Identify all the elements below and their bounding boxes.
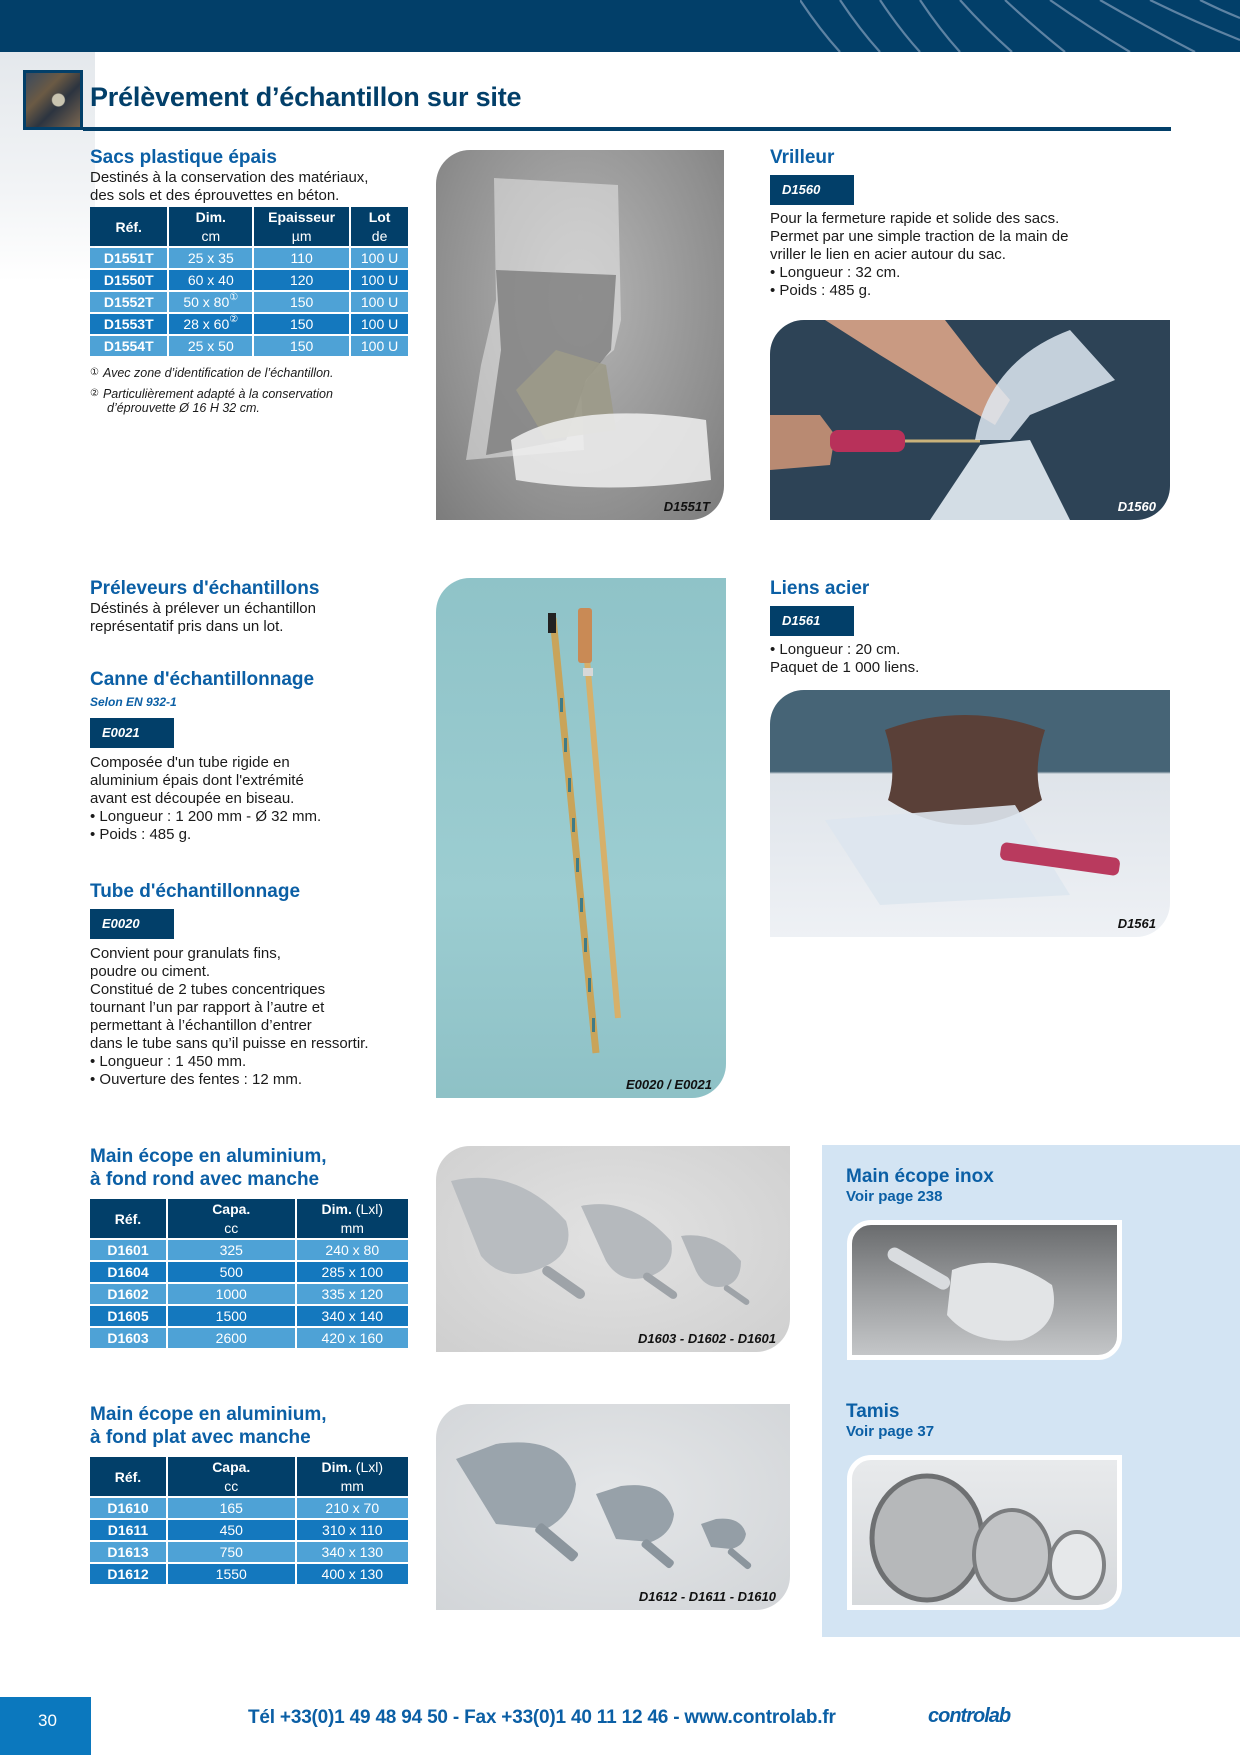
round-scoops-illustration [436, 1146, 790, 1352]
section-liens [770, 577, 1190, 677]
table-row [90, 1498, 408, 1518]
ecope-plat-table [88, 1455, 410, 1586]
text-line: • Longueur : 32 cm. [770, 264, 901, 281]
table-row [90, 270, 408, 290]
footnote: ② Particulièrement adapté à la conservation d’éprouvette Ø 16 H 32 cm. [90, 387, 333, 415]
cell-thickness: 110 [254, 248, 349, 268]
cell-ref: D1611 [90, 1520, 166, 1540]
cell-capacity: 325 [168, 1240, 295, 1260]
section-title: Vrilleur [770, 147, 835, 168]
column-header: Dim. cm [169, 207, 252, 246]
brand-logo: controlab [928, 1705, 1011, 1727]
cell-dim: 310 x 110 [297, 1520, 408, 1540]
cell-ref: D1605 [90, 1306, 166, 1326]
table-row [90, 1262, 408, 1282]
footnote: ① Avec zone d’identification de l’échantillon. [90, 366, 334, 380]
title-divider [83, 127, 1171, 131]
text-line: • Ouverture des fentes : 12 mm. [90, 1071, 303, 1088]
cell-dim: 240 x 80 [297, 1240, 408, 1260]
section-canne [90, 668, 435, 844]
reference-badge: E0021 [90, 718, 174, 748]
section-title-line: à fond rond avec manche [90, 1169, 320, 1190]
related-products-box [822, 1145, 1240, 1637]
cell-capacity: 500 [168, 1262, 295, 1282]
photo-ecope-plat [436, 1404, 790, 1610]
section-title-line: Main écope en aluminium, [90, 1146, 327, 1167]
column-header: Epaisseur µm [254, 207, 349, 246]
cell-ref: D1610 [90, 1498, 166, 1518]
cell-ref: D1603 [90, 1328, 166, 1348]
section-sacs [90, 146, 435, 415]
cell-dim: 28 x 60② [169, 314, 252, 334]
cell-thickness: 120 [254, 270, 349, 290]
photo-sac-plastique [436, 150, 724, 520]
cell-ref: D1551T [90, 248, 167, 268]
cell-capacity: 450 [168, 1520, 295, 1540]
table-row [90, 292, 408, 312]
text-line: permettant à l’échantillon d’entrer [90, 1017, 312, 1034]
text-line: • Poids : 485 g. [90, 826, 192, 843]
flat-scoops-illustration [436, 1404, 790, 1610]
photo-liens [770, 690, 1170, 937]
cell-lot: 100 U [351, 314, 408, 334]
column-header: Dim. (Lxl) mm [297, 1457, 408, 1496]
table-header-row [90, 1457, 408, 1496]
photo-ecope-rond [436, 1146, 790, 1352]
section-title: Canne d'échantillonnage [90, 669, 315, 690]
text-line: dans le tube sans qu’il puisse en ressortir. [90, 1035, 369, 1052]
cell-ref: D1604 [90, 1262, 166, 1282]
ecope-rond-table [88, 1197, 410, 1350]
table-row [90, 1306, 408, 1326]
column-header: Réf. [90, 1457, 166, 1496]
photo-cannes [436, 578, 726, 1098]
text-line: aluminium épais dont l'extrémité [90, 772, 304, 789]
text-line: • Longueur : 1 200 mm - Ø 32 mm. [90, 808, 322, 825]
cell-lot: 100 U [351, 248, 408, 268]
photo-caption: D1551T [663, 499, 710, 514]
cell-ref: D1554T [90, 336, 167, 356]
photo-vrilleur [770, 320, 1170, 520]
text-line: Composée d'un tube rigide en [90, 754, 290, 771]
text-line: Constitué de 2 tubes concentriques [90, 981, 326, 998]
cell-dim: 25 x 50 [169, 336, 252, 356]
cell-ref: D1613 [90, 1542, 166, 1562]
stainless-scoop-illustration [852, 1225, 1117, 1355]
column-header: Réf. [90, 1199, 166, 1238]
text-line: • Poids : 485 g. [770, 282, 872, 299]
cell-lot: 100 U [351, 270, 408, 290]
twister-tool-illustration [770, 320, 1170, 520]
related-title: Main écope inox [846, 1166, 994, 1187]
sampling-tubes-illustration [436, 578, 726, 1098]
decorative-arcs-icon [800, 0, 1240, 52]
photo-tamis [847, 1455, 1122, 1610]
section-ecope-rond [90, 1145, 420, 1350]
cell-capacity: 2600 [168, 1328, 295, 1348]
cell-ref: D1612 [90, 1564, 166, 1584]
cell-ref: D1550T [90, 270, 167, 290]
reference-badge: D1560 [770, 175, 854, 205]
table-row [90, 314, 408, 334]
cell-dim: 335 x 120 [297, 1284, 408, 1304]
plastic-bag-illustration [436, 150, 724, 520]
table-row [90, 1284, 408, 1304]
text-line: • Longueur : 20 cm. [770, 641, 901, 658]
cell-lot: 100 U [351, 292, 408, 312]
text-line: Déstinés à prélever un échantillon [90, 600, 316, 617]
text-line: avant est découpée en biseau. [90, 790, 295, 807]
table-row [90, 1520, 408, 1540]
page-number: 30 [0, 1697, 91, 1755]
contact-info: Tél +33(0)1 49 48 94 50 - Fax +33(0)1 40 11 12 46 - www.controlab.fr [248, 1707, 836, 1728]
section-tube [90, 880, 435, 1089]
cell-lot: 100 U [351, 336, 408, 356]
cell-thickness: 150 [254, 336, 349, 356]
related-title: Tamis [846, 1401, 900, 1422]
cell-capacity: 1500 [168, 1306, 295, 1326]
sacs-table [88, 205, 410, 358]
column-header: Dim. (Lxl) mm [297, 1199, 408, 1238]
photo-caption: E0020 / E0021 [625, 1077, 712, 1092]
cell-dim: 400 x 130 [297, 1564, 408, 1584]
table-row [90, 1542, 408, 1562]
section-title-line: Main écope en aluminium, [90, 1404, 327, 1425]
reference-badge: D1561 [770, 606, 854, 636]
cell-dim: 340 x 130 [297, 1542, 408, 1562]
cell-dim: 340 x 140 [297, 1306, 408, 1326]
cell-dim: 50 x 80① [169, 292, 252, 312]
table-row [90, 248, 408, 268]
table-row [90, 1328, 408, 1348]
table-row [90, 1240, 408, 1260]
description-line: des sols et des éprouvettes en béton. [90, 187, 340, 204]
text-line: vriller le lien en acier autour du sac. [770, 246, 1006, 263]
cell-ref: D1553T [90, 314, 167, 334]
table-header-row [90, 1199, 408, 1238]
sieves-illustration [852, 1460, 1117, 1605]
text-line: poudre ou ciment. [90, 963, 211, 980]
see-page-link[interactable]: Voir page 238 [846, 1188, 943, 1205]
section-title: Tube d'échantillonnage [90, 881, 301, 902]
cell-capacity: 1000 [168, 1284, 295, 1304]
steel-ties-illustration [770, 690, 1170, 937]
cell-thickness: 150 [254, 292, 349, 312]
section-title: Préleveurs d'échantillons [90, 578, 320, 599]
header-band [0, 0, 1240, 52]
text-line: Convient pour granulats fins, [90, 945, 281, 962]
photo-caption: D1603 - D1602 - D1601 [637, 1331, 776, 1346]
cell-dim: 420 x 160 [297, 1328, 408, 1348]
photo-caption: D1560 [1117, 499, 1156, 514]
table-row [90, 1564, 408, 1584]
column-header: Réf. [90, 207, 167, 246]
cell-dim: 210 x 70 [297, 1498, 408, 1518]
description-line: Destinés à la conservation des matériaux, [90, 169, 369, 186]
reference-badge: E0020 [90, 909, 174, 939]
section-preleveurs [90, 577, 435, 636]
section-thumbnail [23, 70, 83, 130]
cell-ref: D1601 [90, 1240, 166, 1260]
text-line: Pour la fermeture rapide et solide des sacs. [770, 210, 1060, 227]
photo-caption: D1612 - D1611 - D1610 [638, 1589, 776, 1604]
table-header-row [90, 207, 408, 246]
cell-ref: D1552T [90, 292, 167, 312]
column-header: Capa. cc [168, 1457, 295, 1496]
section-vrilleur [770, 146, 1190, 300]
cell-capacity: 1550 [168, 1564, 295, 1584]
cell-dim: 60 x 40 [169, 270, 252, 290]
text-line: • Longueur : 1 450 mm. [90, 1053, 247, 1070]
cell-capacity: 165 [168, 1498, 295, 1518]
section-ecope-plat [90, 1403, 420, 1586]
section-title-line: à fond plat avec manche [90, 1427, 311, 1448]
cell-dim: 25 x 35 [169, 248, 252, 268]
text-line: Paquet de 1 000 liens. [770, 659, 920, 676]
table-row [90, 336, 408, 356]
cell-ref: D1602 [90, 1284, 166, 1304]
standard-subtitle: Selon EN 932-1 [90, 695, 177, 709]
text-line: représentatif pris dans un lot. [90, 618, 284, 635]
see-page-link[interactable]: Voir page 37 [846, 1423, 935, 1440]
photo-ecope-inox [847, 1220, 1122, 1360]
column-header: Capa. cc [168, 1199, 295, 1238]
section-title: Liens acier [770, 578, 870, 599]
page-title: Prélèvement d’échantillon sur site [90, 82, 522, 112]
photo-caption: D1561 [1117, 916, 1156, 931]
column-header: Lot de [351, 207, 408, 246]
cell-dim: 285 x 100 [297, 1262, 408, 1282]
cell-thickness: 150 [254, 314, 349, 334]
text-line: Permet par une simple traction de la main de [770, 228, 1069, 245]
section-title: Sacs plastique épais [90, 147, 277, 168]
cell-capacity: 750 [168, 1542, 295, 1562]
text-line: tournant l’un par rapport à l’autre et [90, 999, 325, 1016]
